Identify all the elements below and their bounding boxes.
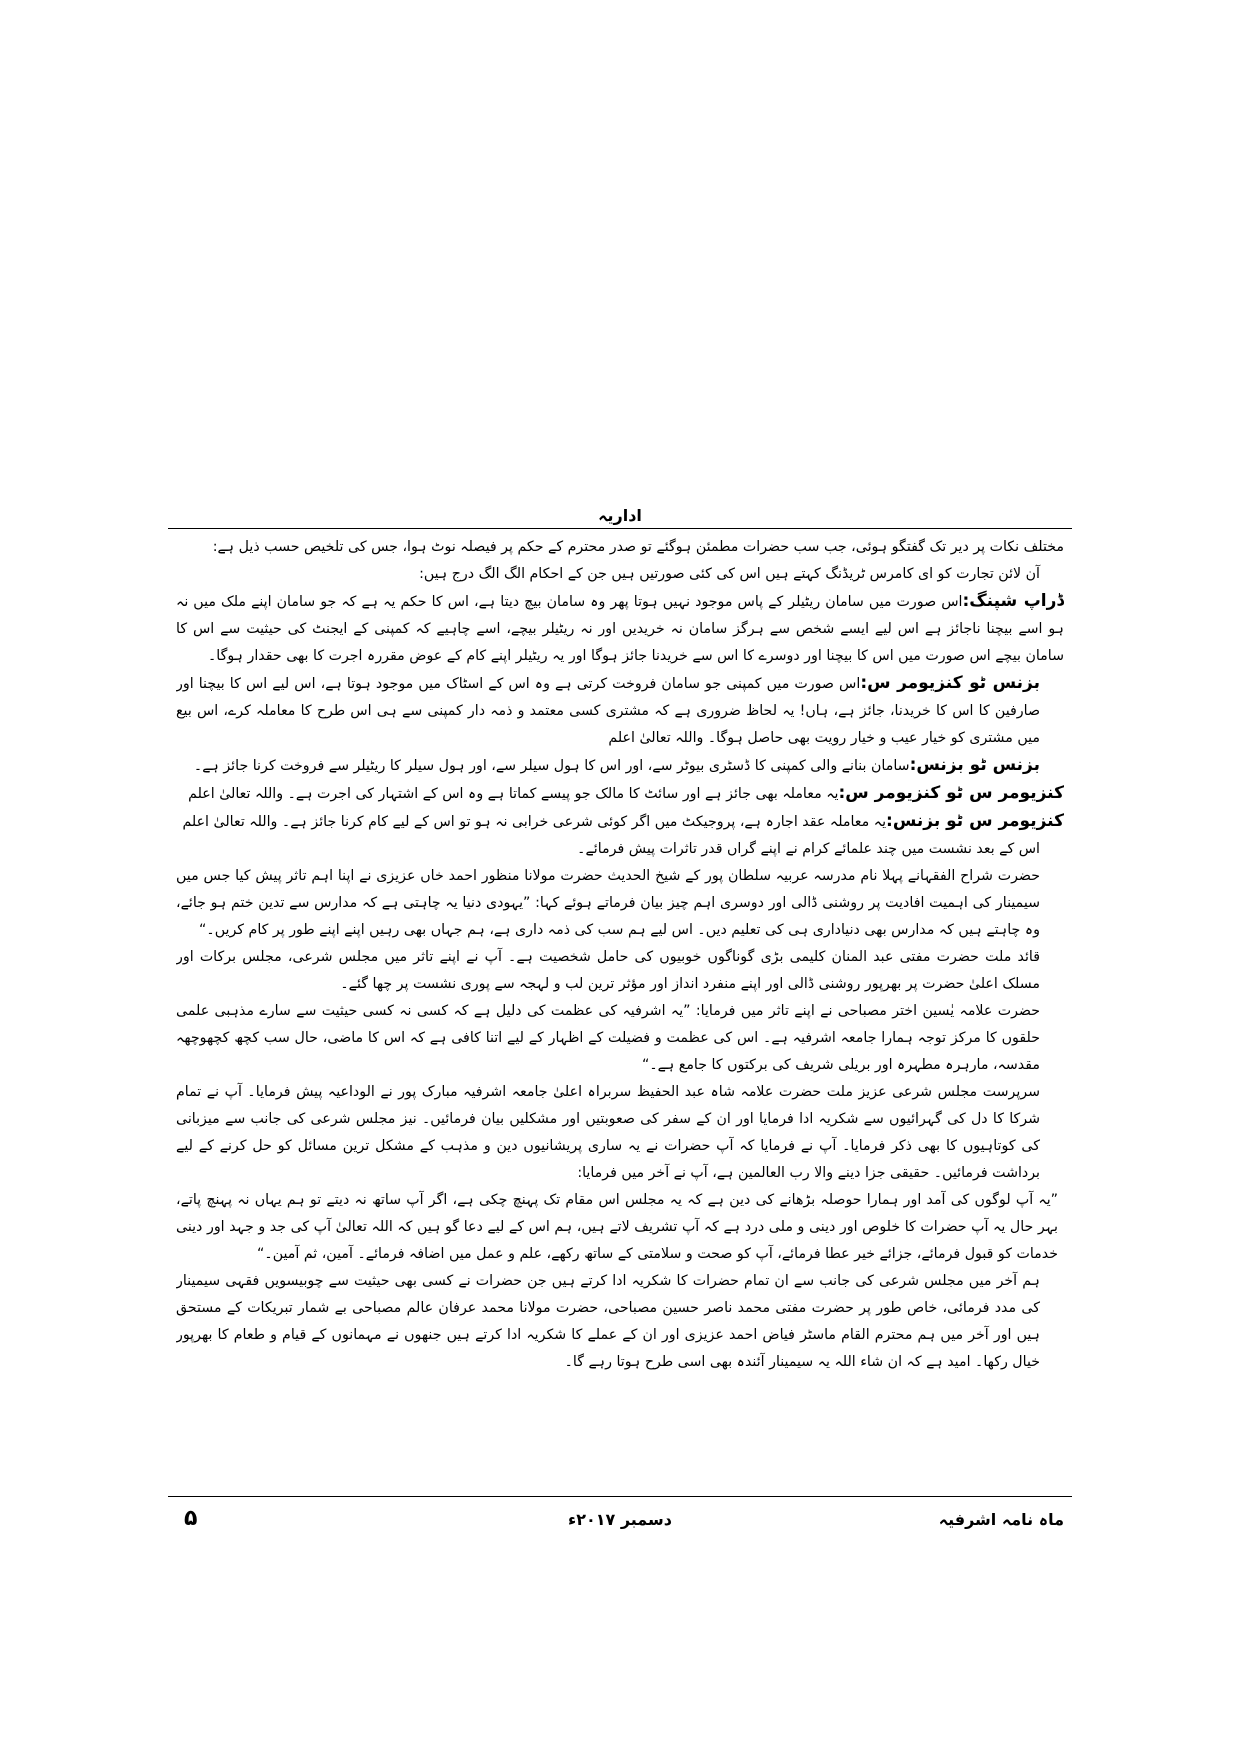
paragraph-impressions-intro (176, 836, 1064, 863)
paragraph-farewell-quote (176, 1187, 1064, 1268)
paragraph-text: آن لائن تجارت کو ای کامرس ٹریڈنگ کہتے ہیں اس کی کئی صورتیں ہیں جن کے احکام الگ الگ درج ہیں: (419, 566, 1040, 582)
paragraph-text: حضرت علامہ یٰسین اختر مصباحی نے اپنے تاثر میں فرمایا: ”یہ اشرفیہ کی عظمت کی دلیل ہے کہ کسی نہ کسی حیثیت سے سارے مذہبی علمی حلقوں کا مرکز توجہ ہمارا جامعہ اشرفیہ ہے۔ اس کی عظمت و فضیلت کے اظہار کے لیے اتنا کافی ہے کہ اس کا ماضی، حال سب کچھ کچھوچھہ مقدسہ، مارہرہ مطہرہ اور بریلی شریف کی برکتوں کا جامع ہے۔“ (176, 1003, 1040, 1073)
paragraph-text: اس صورت میں کمپنی جو سامان فروخت کرتی ہے وہ اس کے اسٹاک میں موجود ہوتا ہے، اس لیے اس کا بیچنا اور صارفین کا اس کا خریدنا، جائز ہے، ہاں! یہ لحاظ ضروری ہے کہ مشتری کسی معتمد و ذمہ دار کمپنی سے ہی اس طرح کا معاملہ کرے، اس بیع میں مشتری کو خیار عیب و خیار رویت بھی حاصل ہوگا۔ واللہ تعالیٰ اعلم (176, 676, 1040, 746)
paragraph-ecommerce-intro (176, 561, 1064, 588)
header-rule (168, 528, 1072, 529)
paragraph-c2c (176, 780, 1064, 808)
paragraph-text: قائد ملت حضرت مفتی عبد المنان کلیمی بڑی گوناگوں خوبیوں کی حامل شخصیت ہے۔ آپ نے اپنے تاثر میں مجلس شرعی، مجلس برکات اور مسلک اعلیٰ حضرت پر بھرپور روشنی ڈالی اور اپنے منفرد انداز اور مؤثر ترین لب و لہجہ سے پوری نشست پر چھا گئے۔ (176, 949, 1040, 992)
term-drop-shipping: ڈراپ شپنگ: (962, 591, 1064, 611)
page-header-title: اداریہ (598, 506, 642, 525)
term-b2c: بزنس ٹو کنزیومر س: (860, 673, 1041, 693)
paragraph-b2b (176, 752, 1064, 780)
paragraph-intro (176, 534, 1064, 561)
paragraph-text: ہم آخر میں مجلس شرعی کی جانب سے ان تمام حضرات کا شکریہ ادا کرتے ہیں جن حضرات نے کسی بھی حیثیت سے چوبیسویں فقہی سیمینار کی مدد فرمائی، خاص طور پر حضرت مفتی محمد ناصر حسین مصباحی، حضرت مولانا محمد عرفان عالم مصباحی بے شمار تبریکات کے مستحق ہیں اور آخر میں ہم محترم القام ماسٹر فیاض احمد عزیزی اور ان کے عملے کا شکریہ ادا کرتے ہیں جنھوں نے مہمانوں کے قیام و طعام کا بھرپور خیال رکھا۔ امید ہے کہ ان شاء اللہ یہ سیمینار آئندہ بھی اسی طرح ہوتا رہے گا۔ (176, 1273, 1040, 1370)
paragraph-drop-shipping (176, 588, 1064, 670)
paragraph-text: سامان بنانے والی کمپنی کا ڈسٹری بیوٹر سے، اور اس کا ہول سیلر سے، اور ہول سیلر کا ریٹیلر سے فروخت کرنا جائز ہے۔ (193, 758, 910, 774)
paragraph-text: مختلف نکات پر دیر تک گفتگو ہوئی، جب سب حضرات مطمئن ہوگئے تو صدر محترم کے حکم پر فیصلہ نوٹ ہوا، جس کی تلخیص حسب ذیل ہے: (212, 539, 1064, 555)
paragraph-first-impression (176, 863, 1064, 944)
paragraph-b2c (176, 670, 1064, 752)
paragraph-text: اس کے بعد نشست میں چند علمائے کرام نے اپنے گراں قدر تاثرات پیش فرمائے۔ (577, 841, 1040, 857)
paragraph-text: ”یہ آپ لوگوں کی آمد اور ہمارا حوصلہ بڑھانے کی دین ہے کہ یہ مجلس اس مقام تک پہنچ چکی ہے، اگر آپ ساتھ نہ دیتے تو ہم یہاں نہ پہنچ پاتے، بہر حال یہ آپ حضرات کا خلوص اور دینی و ملی درد ہے کہ آپ تشریف لاتے ہیں، ہم اس کے لیے دعا گو ہیں کہ اللہ تعالیٰ آپ کی جد و جہد اور دینی خدمات کو قبول فرمائے، جزائے خیر عطا فرمائے، آپ کو صحت و سلامتی کے ساتھ رکھے، علم و عمل میں اضافہ فرمائے۔ آمین، ثم آمین۔“ (176, 1192, 1058, 1262)
paragraph-text: حضرت شراح الفقہانے پہلا نام مدرسہ عربیہ سلطان پور کے شیخ الحدیث حضرت مولانا منظور احمد خاں عزیزی نے اپنا اہم تاثر پیش کیا جس میں سیمینار کی اہمیت افادیت پر روشنی ڈالی اور دوسری اہم چیز بیان فرماتے ہوئے کہا: ”یہودی دنیا یہ چاہتی ہے کہ مدارس سے تدین ختم ہو جائے، وہ چاہتے ہیں کہ مدارس بھی دنیاداری ہی کی تعلیم دیں۔ اس لیے ہم سب کی ذمہ داری ہے، ہم جہاں بھی رہیں اپنے اپنے طور پر کام کریں۔“ (176, 868, 1040, 938)
paragraph-second-impression (176, 944, 1064, 998)
page-footer (168, 1506, 1072, 1536)
paragraph-third-impression (176, 998, 1064, 1079)
paragraph-text: یہ معاملہ عقد اجارہ ہے، پروجیکٹ میں اگر کوئی شرعی خرابی نہ ہو تو اس کے لیے کام کرنا جائز ہے۔ واللہ تعالیٰ اعلم (182, 814, 887, 830)
article-body (176, 534, 1064, 1492)
paragraph-farewell (176, 1079, 1064, 1187)
term-c2b: کنزیومر س ٹو بزنس: (886, 811, 1064, 831)
paragraph-text: اس صورت میں سامان ریٹیلر کے پاس موجود نہیں ہوتا پھر وہ سامان بیچ دیتا ہے، اس کا حکم یہ ہے کہ جو سامان اپنے ملک میں نہ ہو اسے بیچنا ناجائز ہے اس لیے ایسے شخص سے ہرگز سامان نہ خریدیں اور نہ ریٹیلر بیچے، اسے چاہیے کہ کمپنی کے ایجنٹ کی حیثیت سے اس کا سامان بیچے اس صورت میں اس کا بیچنا اور دوسرے کا اس سے خریدنا جائز ہوگا اور یہ ریٹیلر اپنے کام کے عوض مقررہ اجرت کا بھی حقدار ہوگا۔ (176, 594, 1064, 664)
footer-issue-date: دسمبر ۲۰۱۷ء (568, 1510, 672, 1529)
term-c2c: کنزیومر س ٹو کنزیومر س: (838, 783, 1064, 803)
paragraph-text: سرپرست مجلس شرعی عزیز ملت حضرت علامہ شاہ عبد الحفیظ سربراہ اعلیٰ جامعہ اشرفیہ مبارک پور نے الوداعیہ پیش فرمایا۔ آپ نے تمام شرکا کا دل کی گہرائیوں سے شکریہ ادا فرمایا اور ان کے سفر کی صعوبتیں اور مشکلیں بیان فرمائیں۔ نیز مجلس شرعی کی جانب سے میزبانی کی کوتاہیوں کا بھی ذکر فرمایا۔ آپ نے فرمایا کہ آپ حضرات نے یہ ساری پریشانیوں دین و مذہب کے مشکل ترین مسائل کو حل کرنے کے لیے برداشت فرمائیں۔ حقیقی جزا دینے والا رب العالمین ہے، آپ نے آخر میں فرمایا: (176, 1084, 1040, 1181)
paragraph-text: یہ معاملہ بھی جائز ہے اور سائٹ کا مالک جو پیسے کماتا ہے وہ اس کے اشتہار کی اجرت ہے۔ واللہ تعالیٰ اعلم (188, 786, 839, 802)
term-b2b: بزنس ٹو بزنس: (909, 755, 1040, 775)
footer-magazine-name: ماہ نامہ اشرفیہ (938, 1510, 1064, 1529)
footer-rule (168, 1496, 1072, 1497)
paragraph-thanks (176, 1268, 1064, 1376)
footer-page-number: ۵ (184, 1506, 198, 1531)
paragraph-c2b (176, 808, 1064, 836)
